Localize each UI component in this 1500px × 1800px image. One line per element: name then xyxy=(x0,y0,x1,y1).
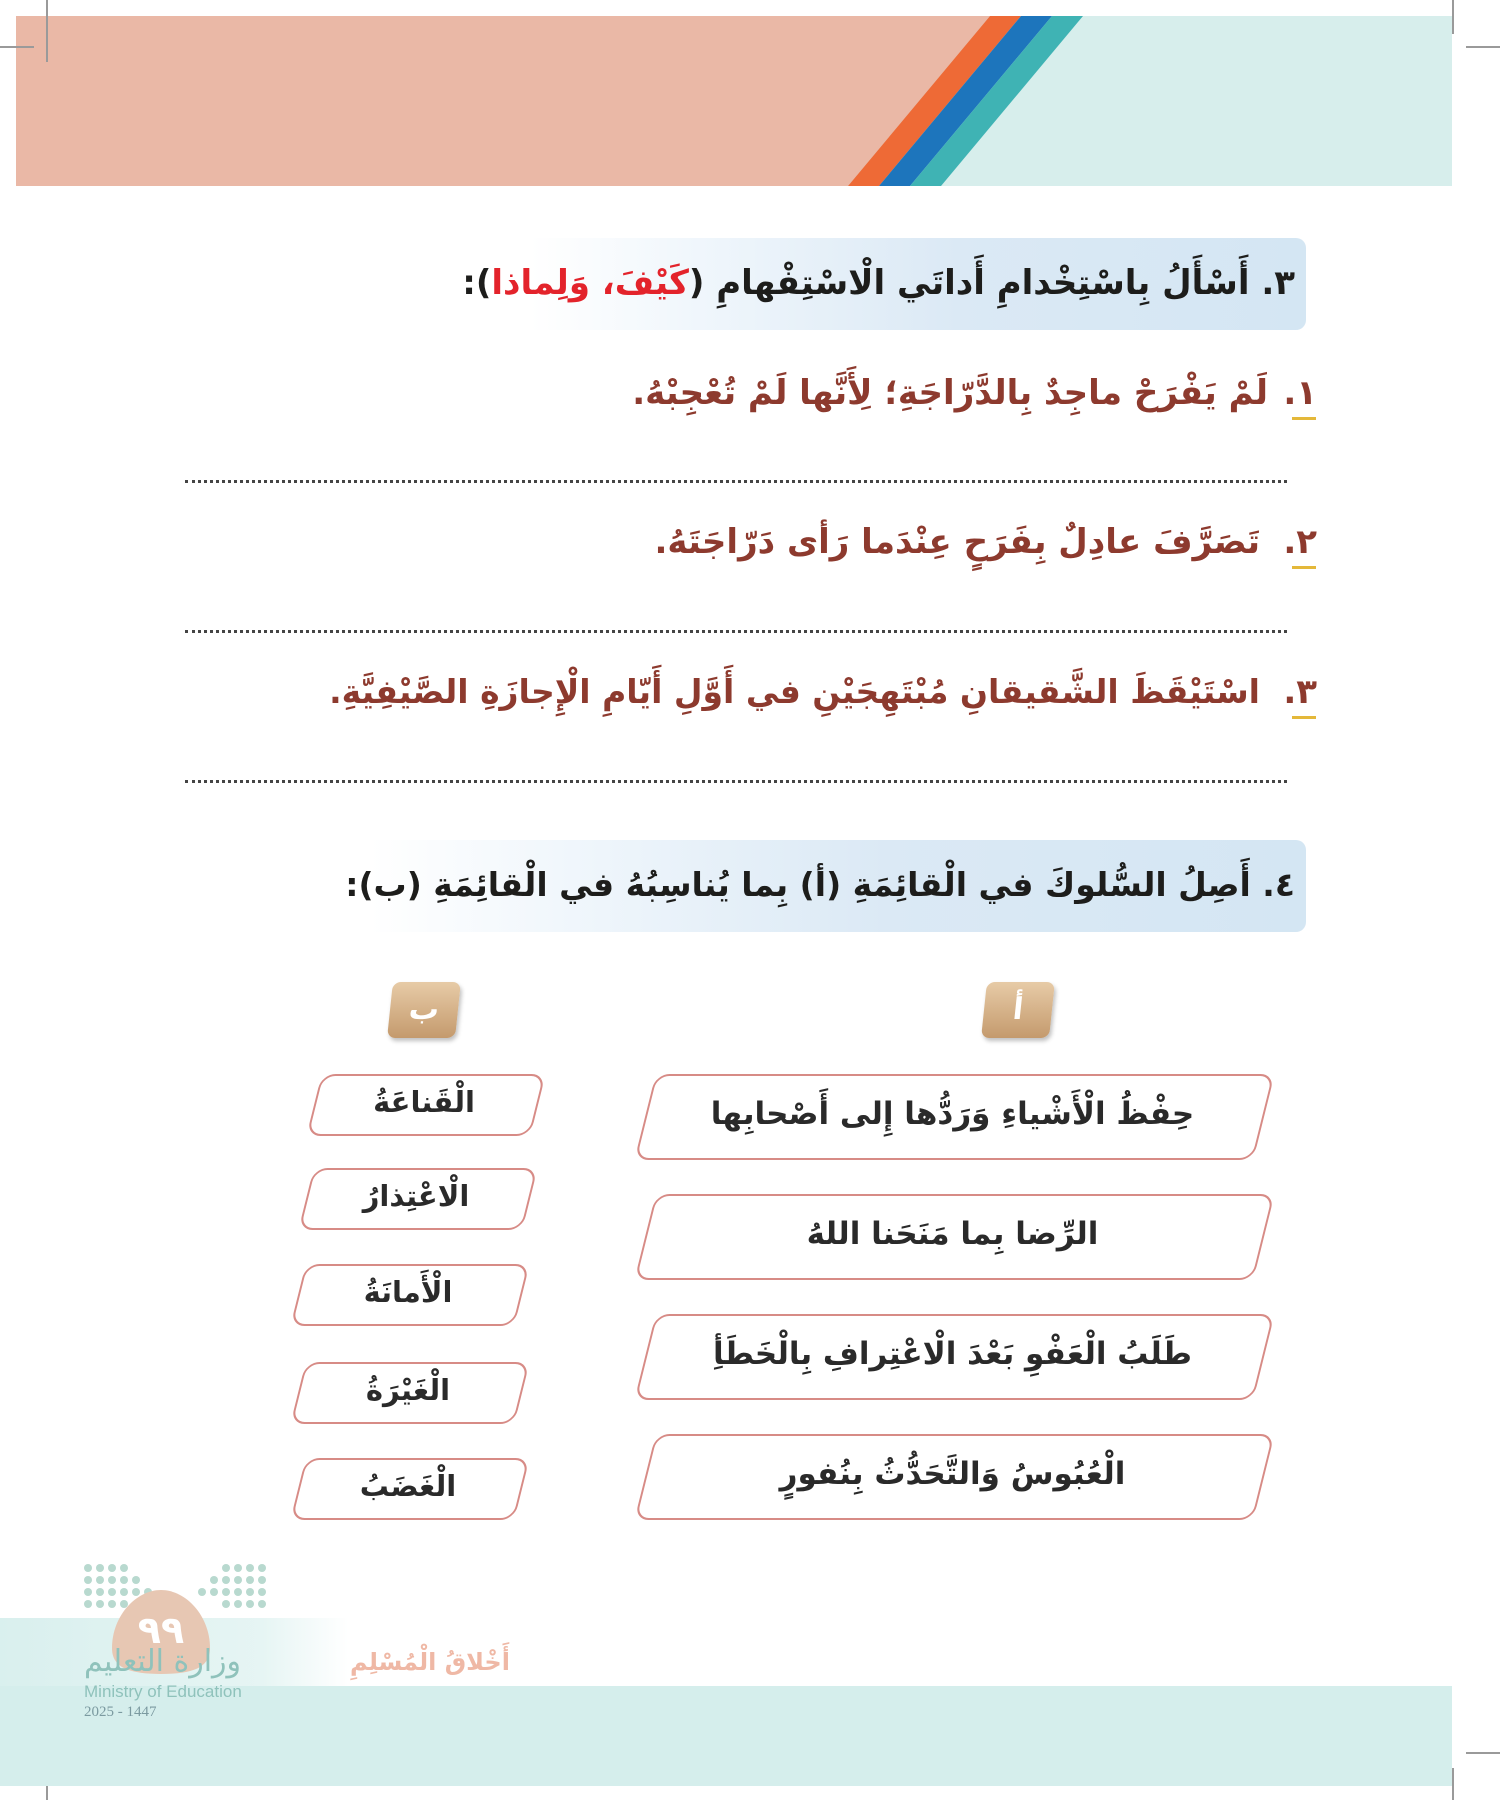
list-a-header: أ xyxy=(981,982,1055,1038)
crop-mark xyxy=(46,0,48,62)
header-graphic xyxy=(16,16,1452,186)
answer-line-3[interactable] xyxy=(185,780,1287,783)
question-4-title: ٤. أَصِلُ السُّلوكَ في الْقائِمَةِ (أ) بِما يُناسِبُهُ في الْقائِمَةِ (ب): xyxy=(345,865,1295,904)
crop-mark xyxy=(1466,1752,1500,1754)
list-b-item-3: الْأَمانَةُ xyxy=(363,1275,453,1309)
question-3-prefix: ٣. أَسْأَلُ بِاسْتِخْدامِ أَداتَي الْاسْتِفْهامِ ( xyxy=(688,263,1295,303)
answer-line-1[interactable] xyxy=(185,480,1287,483)
page-number: ٩٩ xyxy=(137,1608,185,1652)
list-b-item-5: الْغَضَبُ xyxy=(359,1469,457,1503)
list-a-item-1: حِفْظُ الْأَشْياءِ وَرَدُّها إِلى أَصْحابِها xyxy=(710,1096,1195,1132)
list-a-item-4: الْعُبُوسُ وَالتَّحَدُّثُ بِنُفورٍ xyxy=(779,1456,1126,1492)
list-b-item-4: الْغَيْرَةُ xyxy=(365,1373,451,1407)
crop-mark xyxy=(1452,1768,1454,1800)
answer-line-2[interactable] xyxy=(185,630,1287,633)
list-b-item-2: الْاعْتِذارُ xyxy=(362,1179,470,1213)
item-2-number: ٢. xyxy=(1283,522,1317,562)
item-1-text: لَمْ يَفْرَحْ ماجِدٌ بِالدَّرّاجَةِ؛ لِأَنَّها لَمْ تُعْجِبْهُ. xyxy=(632,373,1268,413)
list-a-item-3: طَلَبُ الْعَفْوِ بَعْدَ الْاعْتِرافِ بِالْخَطَأِ xyxy=(713,1336,1192,1372)
item-1-number-underline xyxy=(1292,417,1316,420)
question-3-suffix: ): xyxy=(462,263,492,303)
crop-mark xyxy=(0,46,34,48)
question-3-word-how: كَيْفَ xyxy=(614,263,689,303)
list-b-header: ب xyxy=(387,982,461,1038)
ministry-name-arabic: وزارة التعليم xyxy=(84,1644,242,1679)
book-title: أَخْلاقُ الْمُسْلِمِ xyxy=(350,1648,510,1676)
question-3-word-why: لِماذا xyxy=(491,263,569,303)
list-b-item-1: الْقَناعَةُ xyxy=(373,1085,475,1119)
crop-mark xyxy=(1452,0,1454,34)
crop-mark xyxy=(1466,46,1500,48)
header-salmon-area xyxy=(16,16,990,186)
item-1-number: ١. xyxy=(1283,373,1317,413)
question-3-title xyxy=(462,263,1295,303)
footer-year: 2025 - 1447 xyxy=(84,1704,157,1720)
item-2-number-underline xyxy=(1292,566,1316,569)
ministry-name-english: Ministry of Education xyxy=(84,1682,242,1701)
item-3-number: ٣. xyxy=(1283,672,1317,712)
header-banner xyxy=(16,16,1452,186)
question-3-comma: ، وَ xyxy=(568,263,615,303)
list-a-item-2: الرِّضا بِما مَنَحَنا اللهُ xyxy=(806,1216,1099,1252)
item-3-number-underline xyxy=(1292,716,1316,719)
item-3-text: اسْتَيْقَظَ الشَّقيقانِ مُبْتَهِجَيْنِ في أَوَّلِ أَيّامِ الْإِجازَةِ الصَّيْفِيَّةِ. xyxy=(329,672,1260,711)
item-2-text: تَصَرَّفَ عادِلٌ بِفَرَحٍ عِنْدَما رَأى دَرّاجَتَهُ. xyxy=(654,522,1260,562)
